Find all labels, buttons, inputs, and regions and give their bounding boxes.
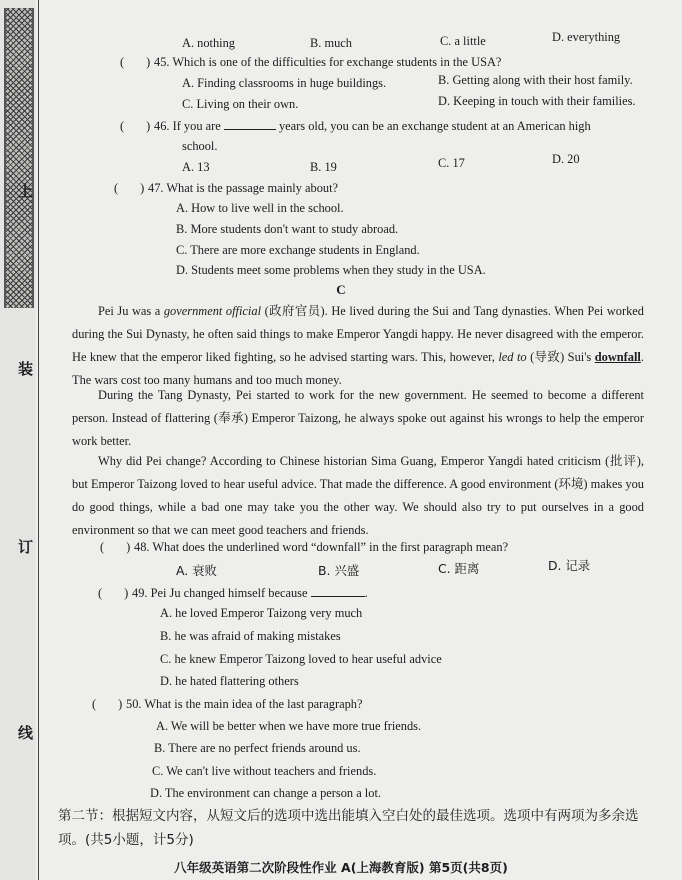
passage-c-heading: C: [336, 282, 346, 297]
q50-option-b: B. There are no perfect friends around us.: [154, 741, 361, 755]
q45-option-c: C. Living on their own.: [182, 97, 299, 111]
q47-option-b: B. More students don't want to study abroad.: [176, 222, 399, 236]
passage-c-paragraph-2: During the Tang Dynasty, Pei started to work for the new government. He seemed to become a different person. Instead of flattering (奉承) Emperor Taizong, he always spoke out against his wrongs to help the emperor work better.: [72, 388, 644, 448]
answer-bracket[interactable]: ( ): [92, 697, 123, 711]
q47-option-c: C. There are more exchange students in England.: [176, 243, 420, 257]
answer-bracket[interactable]: ( ): [114, 181, 145, 195]
q48-option-b: B. 兴盛: [318, 563, 360, 578]
q48-stem: ( ) 48. What does the underlined word “downfall” in the first paragraph mean?: [100, 540, 509, 554]
q46-option-a: A. 13: [182, 160, 210, 174]
passage-c-paragraph-1: Pei Ju was a government official (政府官员). He lived during the Sui and Tang dynasties. When Pei worked during the Sui Dynasty, he often said things to make Emperor Yangdi happy. He never disagreed with the emperor. He knew that the emperor liked fighting, so he advised starting wars. This, however, led to (导致) Sui's downfall. The wars cost too many humans and too much money.: [72, 304, 644, 387]
answer-bracket[interactable]: ( ): [120, 55, 151, 69]
q47-option-d: D. Students meet some problems when they study in the USA.: [176, 263, 486, 277]
q46-option-b: B. 19: [310, 160, 337, 174]
q50-stem: ( ) 50. What is the main idea of the last paragraph?: [92, 697, 363, 711]
answer-bracket[interactable]: ( ): [100, 540, 131, 554]
q50-option-c: C. We can't live without teachers and friends.: [152, 764, 377, 778]
q45-stem: ( ) 45. Which is one of the difficulties for exchange students in the USA?: [120, 55, 502, 69]
q49-option-a: A. he loved Emperor Taizong very much: [160, 606, 363, 620]
underlined-word-downfall: downfall: [594, 350, 641, 364]
q44-option-d: D. everything: [552, 30, 621, 44]
q46-stem: ( ) 46. If you are years old, you can be an exchange student at an American high: [120, 119, 591, 133]
page-footer: 八年级英语第二次阶段性作业 A(上海教育版) 第5页(共8页): [174, 860, 508, 875]
q49-option-c: C. he knew Emperor Taizong loved to hear useful advice: [160, 652, 442, 666]
q46-option-c: C. 17: [438, 156, 465, 170]
decorative-pattern: [4, 8, 34, 308]
q48-option-d: D. 记录: [548, 558, 591, 573]
q49-option-d: D. he hated flattering others: [160, 674, 299, 688]
binding-margin: [0, 0, 36, 880]
passage-c-paragraph-3: Why did Pei change? According to Chinese historian Sima Guang, Emperor Yangdi hated criticism (批评), but Emperor Taizong loved to hear useful advice. That made the difference. A good environment (环境) makes you do good things, while a bad one may take you the other way. We should also try to put ourselves in a good environment so that we can meet good teachers and friends.: [72, 454, 644, 537]
q46-option-d: D. 20: [552, 152, 580, 166]
q44-option-a: A. nothing: [182, 36, 236, 50]
q48-option-c: C. 距离: [438, 561, 480, 576]
section-2-instructions: 第二节：根据短文内容，从短文后的选项中选出能填入空白处的最佳选项。选项中有两项为多余选项。(共5小题，计5分): [58, 808, 639, 848]
binding-mark-ding: 订: [18, 538, 34, 556]
q49-option-b: B. he was afraid of making mistakes: [160, 629, 341, 643]
q44-option-b: B. much: [310, 36, 352, 50]
binding-mark-zhuang: 装: [18, 360, 34, 378]
answer-bracket[interactable]: ( ): [98, 586, 129, 600]
q47-option-a: A. How to live well in the school.: [176, 201, 344, 215]
binding-mark-shang: 上: [18, 182, 34, 200]
answer-bracket[interactable]: ( ): [120, 119, 151, 133]
q45-option-d: D. Keeping in touch with their families.: [438, 94, 636, 108]
q47-stem: ( ) 47. What is the passage mainly about?: [114, 181, 339, 195]
q50-option-d: D. The environment can change a person a lot.: [150, 786, 381, 800]
q49-stem: ( ) 49. Pei Ju changed himself because .: [98, 586, 368, 600]
q45-option-a: A. Finding classrooms in huge buildings.: [182, 76, 387, 90]
q50-option-a: A. We will be better when we have more true friends.: [156, 719, 422, 733]
binding-mark-xian: 线: [18, 724, 34, 742]
q45-option-b: B. Getting along with their host family.: [438, 73, 633, 87]
blank-line[interactable]: [311, 585, 365, 597]
blank-line[interactable]: [224, 118, 276, 130]
q44-option-c: C. a little: [440, 34, 486, 48]
cut-line: [38, 0, 39, 880]
q48-option-a: A. 衰败: [176, 563, 217, 578]
q46-stem-cont: school.: [182, 139, 218, 153]
